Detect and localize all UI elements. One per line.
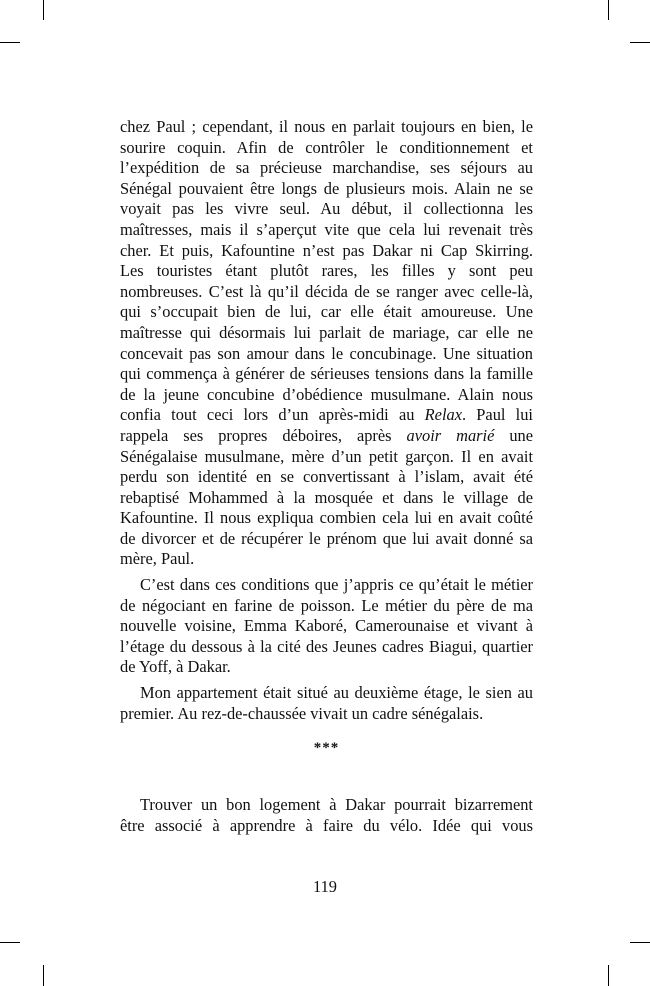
text-line: [120, 261, 533, 282]
text-segment: Trouver un bon logement à Dakar pourrait bizarrement: [140, 795, 533, 814]
text-segment: de négociant en farine de poisson. Le métier du père de ma: [120, 595, 533, 615]
text-segment: Sénégal pouvaient être longs de plusieurs mois. Alain ne se: [120, 178, 533, 198]
text-line: [120, 117, 533, 138]
crop-mark-bottom-left-vertical: [43, 965, 44, 986]
text-segment: perdu son identité en se convertissant à l’islam, avait été: [120, 467, 533, 487]
body-text-after-break: [120, 795, 533, 836]
italic-text: Relax: [424, 405, 462, 425]
text-segment: concevait pas son amour dans le concubinage. Une situation: [120, 343, 533, 363]
text-segment: chez Paul ; cependant, il nous en parlait toujours en bien, le: [120, 117, 533, 136]
text-segment: l’expédition de sa précieuse marchandise, ses séjours au: [120, 158, 533, 178]
text-line: [120, 426, 533, 447]
text-line: [120, 616, 533, 637]
crop-mark-top-left-horizontal: [0, 42, 20, 43]
paragraph: [120, 575, 533, 678]
crop-mark-top-left-vertical: [43, 0, 44, 20]
text-line: [120, 795, 533, 816]
text-line: [120, 282, 533, 303]
text-segment: cher. Et puis, Kafountine n’est pas Dakar ni Cap Skirring.: [120, 240, 533, 260]
text-line: [120, 199, 533, 220]
text-line: [120, 704, 533, 725]
text-line: [120, 138, 533, 159]
text-segment: Les touristes étant plutôt rares, les filles y sont peu: [120, 261, 533, 281]
text-segment: une: [494, 425, 534, 445]
italic-text: avoir marié: [406, 425, 495, 445]
text-line: [120, 549, 533, 570]
text-segment: rebaptisé Mohammed à la mosquée et dans le village de: [120, 487, 533, 507]
crop-mark-bottom-left-horizontal: [0, 942, 20, 943]
text-segment: sourire coquin. Afin de contrôler le conditionnement et: [120, 137, 533, 157]
text-line: [120, 220, 533, 241]
paragraph: [120, 117, 533, 570]
text-segment: maîtresse qui désormais lui parlait de mariage, car elle ne: [120, 322, 533, 342]
text-segment: confia tout ceci lors d’un après-midi au: [120, 405, 425, 425]
text-line: [120, 657, 533, 678]
page-number: 119: [313, 877, 337, 896]
text-segment: voyait pas les vivre seul. Au début, il collectionna les: [120, 199, 533, 219]
text-segment: mère, Paul.: [120, 549, 195, 569]
text-segment: qui s’occupait bien de lui, car elle était amoureuse. Une: [120, 302, 533, 322]
text-segment: maîtresses, mais il s’aperçut vite que cela lui revenait très: [120, 219, 533, 239]
text-segment: C’est dans ces conditions que j’appris ce qu’était le métier: [140, 575, 533, 595]
text-line: [120, 179, 533, 200]
text-segment: Mon appartement était situé au deuxième étage, le sien au: [140, 683, 533, 703]
text-line: [120, 637, 533, 658]
text-segment: Sénégalaise musulmane, mère d’un petit garçon. Il en avait: [120, 446, 533, 466]
text-line: [120, 508, 533, 529]
text-segment: de divorcer et de récupérer le prénom que lui avait donné sa: [120, 528, 533, 548]
text-line: [120, 683, 533, 704]
text-line: [120, 158, 533, 179]
text-line: [120, 529, 533, 550]
text-line: [120, 344, 533, 365]
text-line: [120, 447, 533, 468]
crop-mark-top-right-horizontal: [630, 42, 650, 43]
paragraph: [120, 795, 533, 836]
text-line: [120, 323, 533, 344]
text-segment: nouvelle voisine, Emma Kaboré, Camerounaise et vivant à: [120, 616, 533, 636]
text-segment: de Yoff, à Dakar.: [120, 657, 231, 677]
text-segment: nombreuses. C’est là qu’il décida de se ranger avec celle-là,: [120, 281, 533, 301]
paragraph: [120, 683, 533, 724]
text-segment: l’étage du dessous à la cité des Jeunes cadres Biagui, quartier: [120, 636, 533, 656]
text-segment: qui commença à générer de sérieuses tensions dans la famille: [120, 364, 533, 384]
text-line: [120, 467, 533, 488]
text-segment: être associé à apprendre à faire du vélo. Idée qui vous: [120, 815, 533, 835]
crop-mark-top-right-vertical: [608, 0, 609, 20]
text-line: [120, 405, 533, 426]
text-line: [120, 364, 533, 385]
section-separator: ***: [313, 740, 340, 756]
text-line: [120, 575, 533, 596]
crop-mark-bottom-right-vertical: [608, 965, 609, 986]
text-segment: Kafountine. Il nous expliqua combien cela lui en avait coûté: [120, 508, 533, 528]
text-line: [120, 488, 533, 509]
text-line: [120, 302, 533, 323]
text-segment: . Paul lui: [461, 405, 533, 425]
crop-mark-bottom-right-horizontal: [630, 942, 650, 943]
text-segment: premier. Au rez-de-chaussée vivait un cadre sénégalais.: [120, 703, 484, 723]
text-line: [120, 385, 533, 406]
text-line: [120, 241, 533, 262]
body-text-before-break: [120, 117, 533, 724]
text-segment: de la jeune concubine d’obédience musulmane. Alain nous: [120, 384, 533, 404]
text-line: [120, 816, 533, 837]
text-segment: rappela ses propres déboires, après: [120, 425, 407, 445]
text-line: [120, 596, 533, 617]
